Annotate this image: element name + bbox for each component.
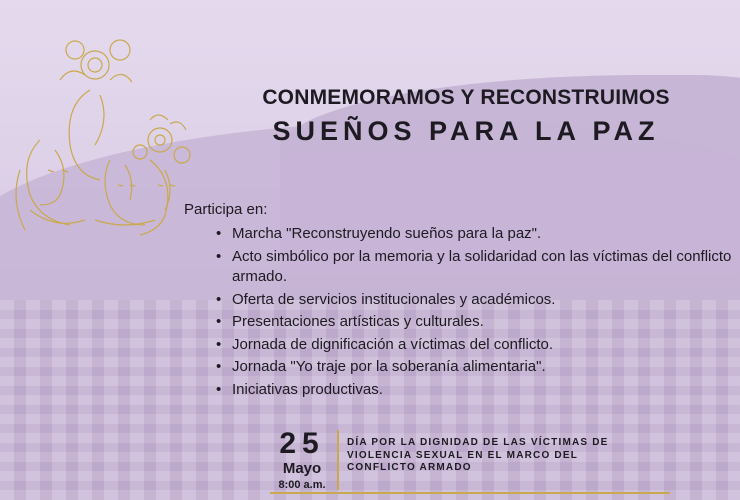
bullet-icon: •	[216, 358, 222, 375]
bullet-icon: •	[216, 335, 222, 353]
bullet-icon: •	[216, 225, 222, 242]
event-time: 8:00 a.m.	[278, 479, 326, 491]
list-item: • Presentaciones artísticas y culturales.	[232, 312, 732, 333]
list-item: • Marcha "Reconstruyendo sueños para la paz".	[232, 224, 732, 245]
participate-label: Participa en:	[184, 201, 268, 218]
bullet-icon: •	[216, 247, 222, 265]
bottom-rule	[270, 492, 670, 494]
activities-list	[216, 224, 732, 402]
event-date	[270, 428, 334, 492]
list-item: • Jornada "Yo traje por la soberanía alimentaria".	[232, 357, 732, 378]
event-day: 25	[279, 427, 325, 460]
bullet-icon: •	[216, 380, 222, 398]
bullet-icon: •	[216, 290, 222, 308]
event-description: DÍA POR LA DIGNIDAD DE LAS VÍCTIMAS DE VIOLENCIA SEXUAL EN EL MARCO DEL CONFLICTO ARMADO	[347, 437, 609, 473]
headline-line-2: SUEÑOS PARA LA PAZ	[272, 116, 660, 146]
event-month: Mayo	[282, 460, 322, 477]
headline-line-1: CONMEMORAMOS Y RECONSTRUIMOS	[262, 86, 670, 109]
divider	[337, 430, 339, 490]
list-item: • Acto simbólico por la memoria y la solidaridad con las víctimas del conflicto armado.	[216, 247, 732, 285]
list-item: • Oferta de servicios institucionales y académicos.	[232, 290, 732, 311]
bullet-icon: •	[216, 313, 222, 330]
list-item: • Jornada de dignificación a víctimas del conflicto.	[232, 335, 732, 356]
list-item: • Iniciativas productivas.	[232, 380, 732, 401]
